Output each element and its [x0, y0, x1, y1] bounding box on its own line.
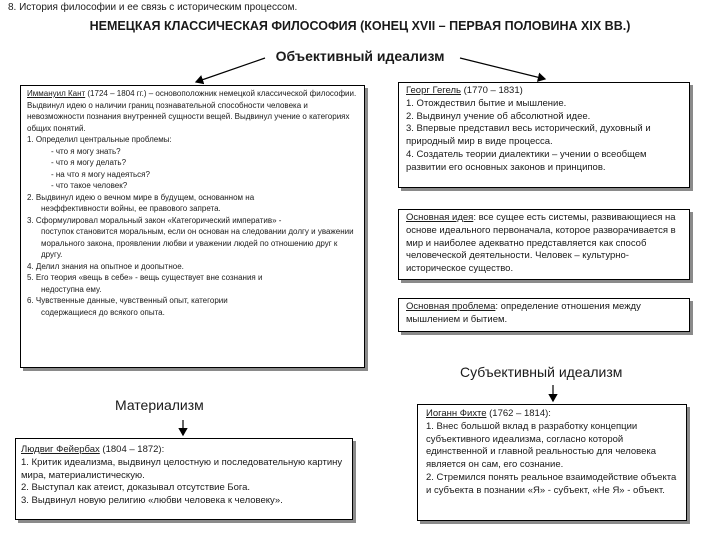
subjective-idealism-title: Субъективный идеализм: [460, 364, 623, 380]
kant-point-3-cont: поступок становится моральным, если он основан на следовании долгу и уважении морального закона, проявлении любви и уважении людей по отношению друг к другу.: [41, 227, 354, 259]
kant-point-1: 1. Определил центральные проблемы:: [27, 135, 172, 144]
hegel-name: Георг Гегель: [406, 85, 461, 96]
fichte-dates: (1762 – 1814):: [486, 408, 551, 419]
feuerbach-name: Людвиг Фейербах: [21, 444, 100, 455]
main-idea-label: Основная идея: [406, 212, 474, 223]
hegel-item-3: 3. Впервые представил весь исторический, духовный и природный мир в виде процесса.: [406, 123, 651, 148]
kant-point-5-cont: недоступна ему.: [41, 284, 102, 294]
kant-point-2-cont: неэффективности войны, ее правового запрета.: [41, 204, 221, 213]
feuerbach-item-2: 2. Выступал как атеист, доказывал отсутствие Бога.: [21, 482, 251, 494]
kant-question-4: - что такое человек?: [51, 181, 128, 190]
hegel-item-4: 4. Создатель теории диалектики – учении о всеобщем развитии его основных законов и принципов.: [406, 148, 647, 173]
main-title: НЕМЕЦКАЯ КЛАССИЧЕСКАЯ ФИЛОСОФИЯ (КОНЕЦ XVII – ПЕРВАЯ ПОЛОВИНА XIX ВВ.): [89, 19, 631, 33]
feuerbach-dates: (1804 – 1872):: [99, 444, 165, 455]
hegel-item-2: 2. Выдвинул учение об абсолютной идее.: [406, 110, 591, 122]
kant-box: [20, 85, 365, 368]
kant-point-2: 2. Выдвинул идею о вечном мире в будущем, основанном на: [27, 192, 255, 202]
feuerbach-item-1: 1. Критик идеализма, выдвинул целостную и последовательную картину мира, материалистическую.: [21, 456, 343, 481]
kant-name: Иммануил Кант: [27, 89, 86, 98]
page-heading-small: 8. История философии и ее связь с историческим процессом.: [8, 2, 298, 13]
kant-intro: (1724 – 1804 гг.) – основоположник немецкой классической философии. Выдвинул идею о наличии границ познавательной способности человека и невозможности познания внутренней сущности вещей. Выдвинул учение о категориях общих понятий.: [27, 89, 357, 133]
fichte-item-1: 1. Внес большой вклад в разработку концепции субъективного идеализма, согласно которой единственной и главной реальностью для человека является он сам, его сознание.: [426, 420, 657, 471]
objective-idealism-title: Объективный идеализм: [275, 48, 445, 64]
kant-question-1: - что я могу знать?: [51, 146, 121, 156]
kant-point-4: 4. Делил знания на опытное и доопытное.: [27, 261, 184, 271]
hegel-item-1: 1. Отождествил бытие и мышление.: [406, 97, 567, 109]
kant-question-3: - на что я могу надеяться?: [51, 169, 150, 179]
main-problem-label: Основная проблема: [406, 301, 496, 312]
kant-point-5: 5. Его теория «вещь в себе» - вещь существует вне сознания и: [27, 273, 263, 282]
main-idea-text: : все сущее есть системы, развивающиеся на основе идеального первоначала, которое разворачивается в мир и наиболее адекватно представляется как способ человеческой деятельности. Человек – культурно-историческое существо.: [406, 212, 676, 275]
main-problem-box: [398, 298, 690, 332]
kant-question-2: - что я могу делать?: [51, 158, 127, 167]
fichte-box: [417, 404, 687, 521]
materialism-title: Материализм: [115, 397, 204, 413]
kant-point-3: 3. Сформулировал моральный закон «Категорический императив» -: [27, 215, 282, 225]
fichte-name: Иоганн Фихте: [426, 408, 487, 419]
main-problem-text: : определение отношения между мышлением и бытием.: [406, 301, 641, 325]
hegel-box: [398, 82, 690, 188]
main-idea-box: [398, 209, 690, 280]
hegel-dates: (1770 – 1831): [460, 85, 523, 96]
kant-point-6-cont: содержащиеся до всякого опыта.: [41, 307, 165, 317]
feuerbach-item-3: 3. Выдвинул новую религию «любви человека к человеку».: [21, 495, 283, 507]
feuerbach-box: [15, 438, 353, 520]
kant-point-6: 6. Чувственные данные, чувственный опыт, категории: [27, 296, 228, 305]
fichte-item-2: 2. Стремился понять реальное взаимодействие объекта и субъекта в познании «Я» - субъект, «Не Я» - объект.: [426, 471, 677, 496]
